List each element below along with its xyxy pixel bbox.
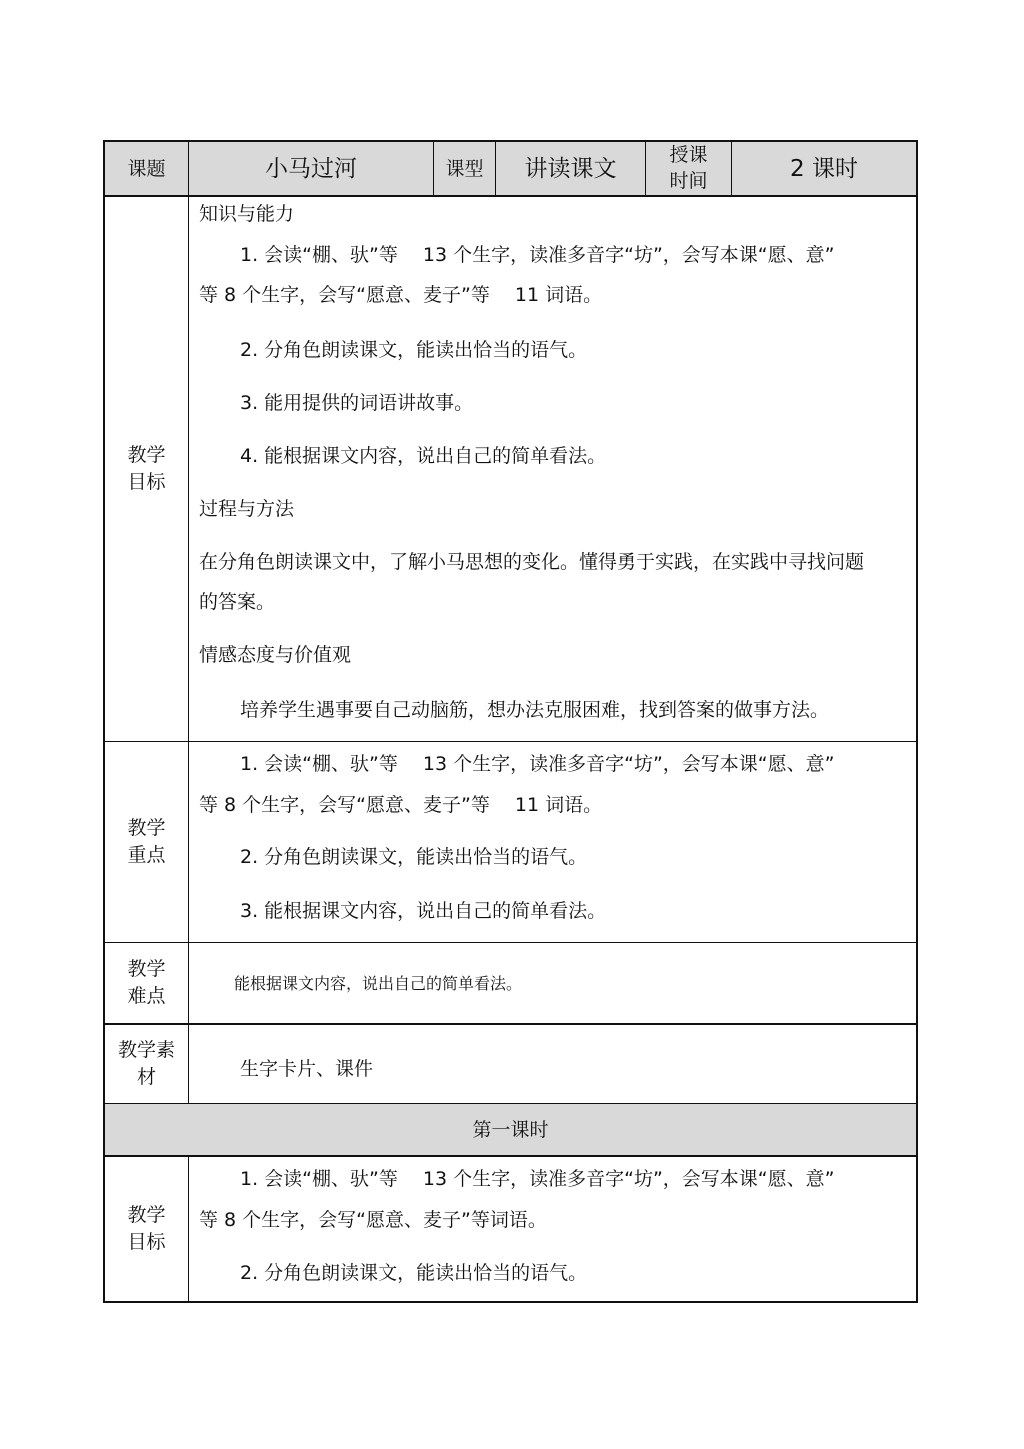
materials-label <box>105 1025 188 1103</box>
difficulty-label-line-1: 教学 <box>127 958 166 980</box>
lesson1-goals-label-line-1: 教学 <box>127 1204 166 1226</box>
time-label <box>646 140 731 196</box>
lesson1-goals-label-line-2: 目标 <box>127 1231 166 1253</box>
border-materials-bottom <box>103 1103 918 1104</box>
goals-item-2: 2. 分角色朗读课文，能读出恰当的语气。 <box>240 339 588 361</box>
border-difficulty-bottom <box>103 1023 918 1025</box>
materials-label-line-1: 教学素 <box>117 1039 175 1061</box>
goals-heading-process: 过程与方法 <box>199 498 295 520</box>
goals-label-line-1: 教学 <box>127 444 166 466</box>
materials-label-line-2: 材 <box>136 1066 156 1088</box>
focus-label-line-1: 教学 <box>127 817 166 839</box>
goals-item-3: 3. 能用提供的词语讲故事。 <box>240 392 474 414</box>
difficulty-label-line-2: 难点 <box>127 985 166 1007</box>
focus-label-line-2: 重点 <box>127 844 166 866</box>
focus-label <box>105 742 188 942</box>
hours-value: 2 课时 <box>790 155 858 182</box>
border-right <box>916 140 918 1303</box>
border-label-col-lower <box>188 1156 189 1303</box>
goals-item-1a: 1. 会读“棚、驮”等 13 个生字，读准多音字“坊”，会写本课“愿、意” <box>240 244 835 266</box>
time-label-line-1: 授课 <box>669 144 708 166</box>
topic-label: 课题 <box>127 157 166 180</box>
materials-text: 生字卡片、课件 <box>240 1058 374 1080</box>
lesson1-goals-label <box>105 1157 188 1301</box>
type-value: 讲读课文 <box>524 155 617 182</box>
type-label: 课型 <box>445 157 484 180</box>
topic-value: 小马过河 <box>265 155 357 182</box>
goals-label-line-2: 目标 <box>127 471 166 493</box>
goals-process-line-1: 在分角色朗读课文中，了解小马思想的变化。懂得勇于实践，在实践中寻找问题 <box>199 551 865 573</box>
lesson1-goal-2: 2. 分角色朗读课文，能读出恰当的语气。 <box>240 1262 588 1284</box>
border-focus-bottom <box>103 942 918 943</box>
goals-label <box>105 197 188 741</box>
lesson1-goal-1a: 1. 会读“棚、驮”等 13 个生字，读准多音字“坊”，会写本课“愿、意” <box>240 1168 835 1190</box>
difficulty-label <box>105 943 188 1023</box>
lesson-plan-table <box>103 140 918 1303</box>
time-label-line-2: 时间 <box>669 170 708 192</box>
lesson1-goal-1b: 等 8 个生字，会写“愿意、麦子”等词语。 <box>199 1209 547 1231</box>
goals-item-1b: 等 8 个生字，会写“愿意、麦子”等 11 词语。 <box>199 284 603 306</box>
goals-heading-emotion: 情感态度与价值观 <box>199 644 352 666</box>
goals-process-line-2: 的答案。 <box>199 591 276 613</box>
focus-item-1b: 等 8 个生字，会写“愿意、麦子”等 11 词语。 <box>199 794 603 816</box>
border-lesson-title-bottom <box>103 1155 918 1157</box>
focus-item-2: 2. 分角色朗读课文，能读出恰当的语气。 <box>240 846 588 868</box>
border-bottom <box>103 1301 918 1303</box>
lesson1-title: 第一课时 <box>472 1118 549 1141</box>
focus-item-1a: 1. 会读“棚、驮”等 13 个生字，读准多音字“坊”，会写本课“愿、意” <box>240 753 835 775</box>
focus-item-3: 3. 能根据课文内容，说出自己的简单看法。 <box>240 900 607 922</box>
goals-item-4: 4. 能根据课文内容，说出自己的简单看法。 <box>240 445 607 467</box>
difficulty-text: 能根据课文内容，说出自己的简单看法。 <box>234 974 523 993</box>
goals-emotion-text: 培养学生遇事要自己动脑筋，想办法克服困难，找到答案的做事方法。 <box>240 699 830 721</box>
border-label-col <box>188 140 189 1104</box>
border-goals-bottom <box>103 741 918 742</box>
goals-heading-knowledge: 知识与能力 <box>199 203 295 225</box>
